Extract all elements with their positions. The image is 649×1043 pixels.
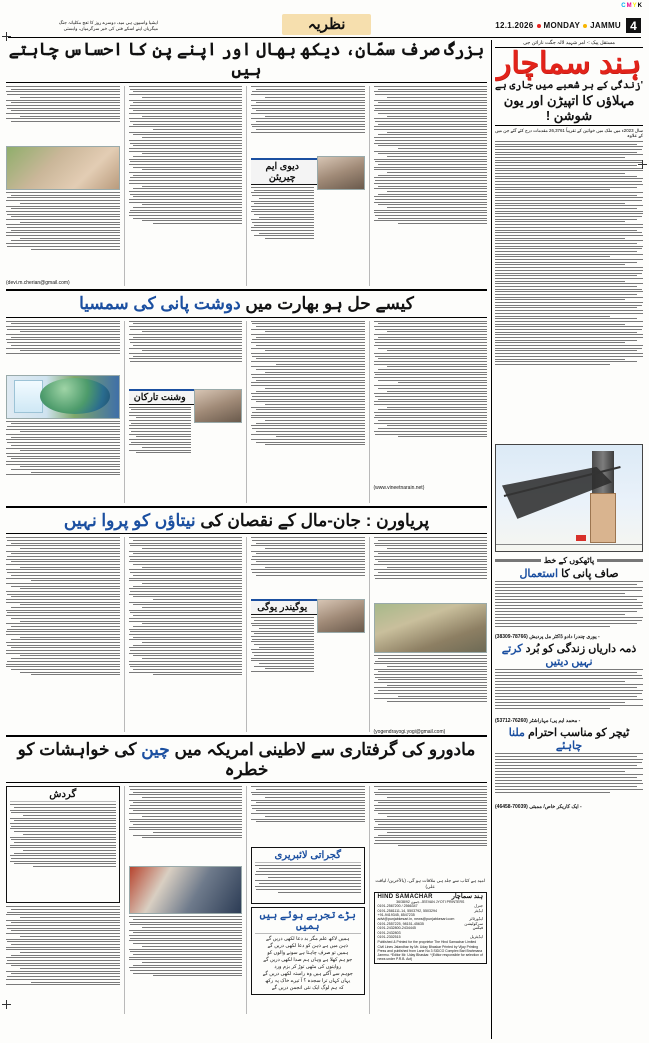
page-number: 4 <box>626 18 641 33</box>
letters-rule-left <box>597 559 643 562</box>
article-columns <box>6 86 487 286</box>
poem-line: کہ ہم لوگ ایک نئی انجمن دریں گے <box>271 985 344 992</box>
column-text <box>374 786 488 878</box>
article-separator <box>6 735 487 737</box>
article-photo <box>6 375 120 419</box>
letter-title <box>495 726 643 752</box>
imprint-value: advt@punjabkesari.in, news@punjabkesari.com <box>377 917 455 922</box>
cartoon-pedestal-icon <box>590 493 616 543</box>
imprint-brand: HIND SAMACHAR <box>377 894 433 901</box>
article-column <box>251 86 370 286</box>
article-column <box>373 537 488 736</box>
column-text <box>374 321 488 483</box>
imprint-column <box>374 786 488 1014</box>
article-headline <box>6 740 487 779</box>
main-articles-area <box>6 40 487 1039</box>
article-elders <box>6 40 487 286</box>
dateline <box>495 21 621 30</box>
article-column <box>374 86 488 286</box>
column-text <box>6 421 120 503</box>
side-box-gujrati <box>251 847 365 904</box>
red-dot-icon <box>537 24 541 28</box>
column-text <box>129 86 243 284</box>
column-text <box>251 537 365 597</box>
header-note-line-2: میگریاں اپنے اسکے فنی کی خبر سرگرمیاں، وابستی <box>63 25 158 31</box>
poem-line: جوہم سے آگئے ہیں وہ راستہ لکھی دریں گے <box>262 971 353 978</box>
imprint-address: 36/38/92 جموں، JEEVAN JYOTI PRINTERS <box>396 899 465 904</box>
imprint-value: +91-9419345, 8547235 <box>377 912 415 917</box>
publication-imprint <box>374 892 488 964</box>
author-byline: یوگیندر یوگی <box>251 599 365 615</box>
globe-icon <box>40 378 109 414</box>
imprint-label: سرکولیشن <box>464 920 483 926</box>
poem-line: ہمیں تو صرف چاہتا ہے سونے والوں کو <box>267 950 349 957</box>
letter-item <box>495 567 643 640</box>
side-box-title: بڑے تجربے ہوئے ہیں ہمیں <box>255 910 361 934</box>
imprint-value: 0191-2432803 <box>377 930 401 935</box>
glass-of-water-icon <box>14 380 43 414</box>
letter-title-plain: صاف پانی کا <box>558 567 619 580</box>
headline-rule <box>6 82 487 83</box>
side-box-title: گجراتی لائبریری <box>255 850 361 863</box>
author-email: (yogendrayogi.yogi@gmail.com) <box>373 729 446 736</box>
article-column <box>129 321 248 503</box>
article-photo <box>374 603 488 653</box>
article-separator <box>6 289 487 291</box>
imprint-value: 0191-2567200 / 2566347 <box>377 904 418 909</box>
imprint-label: ایڈورٹائز <box>469 916 483 922</box>
page-header <box>8 14 641 38</box>
cartoon-ground-line <box>496 544 642 545</box>
header-right <box>495 18 641 33</box>
imprint-value: 0191-2557225, 98151-45635 <box>377 921 424 926</box>
headline-rule <box>6 317 487 318</box>
editorial-cartoon <box>495 444 643 552</box>
column-text <box>6 86 120 144</box>
column-text <box>374 655 488 727</box>
column-text <box>6 321 120 373</box>
masthead-article-text <box>495 141 643 441</box>
letter-signature: - پوری چندر/ دادو ڈاکٹر مل پردیش (78766-38309) <box>495 633 600 640</box>
letter-title-highlight: ملنا چاہئے <box>508 726 583 752</box>
column-text <box>251 786 365 844</box>
letter-body-text <box>495 669 643 717</box>
article-environment <box>6 510 487 736</box>
article-column <box>251 786 370 1014</box>
author-photo <box>317 156 365 190</box>
header-note-line-1: ایشیا واسیوں ہی مید، دوسرے روز کا تعج مکلیانہ جنگ <box>58 19 158 25</box>
column-text <box>129 916 243 1008</box>
column-text <box>6 537 120 729</box>
letter-title <box>495 567 643 580</box>
letters-rule-right <box>495 559 541 562</box>
imprint-label: ایڈیٹر <box>474 907 483 913</box>
article-website: (www.vineetnarain.net) <box>373 484 425 491</box>
cartoon-red-box-icon <box>576 535 586 541</box>
article-column <box>6 321 125 503</box>
article-column <box>129 786 248 1014</box>
headline-plain: کیسے حل ہو بھارت میں <box>240 294 414 314</box>
yellow-dot-icon <box>583 24 587 28</box>
article-column <box>129 537 248 732</box>
imprint-notice: امید ہے کتاب سے جلد ہی ملاقات ہو گی، (بالآخرین/ لیاقت علی) <box>375 878 486 890</box>
article-photo <box>6 146 120 190</box>
article-separator <box>6 506 487 508</box>
article-columns <box>6 786 487 1014</box>
masthead-lead-paragraph: سال 2023ء میں ملک میں خواتین کے تقریباً 26,3761 مقدمات درج کئے گئے جن میں کے علاوہ <box>495 128 643 139</box>
column-text <box>374 86 488 284</box>
masthead-column <box>491 40 643 1039</box>
column-text <box>129 321 243 387</box>
headline-tail: کی خواہشات کو خطرہ <box>17 740 269 779</box>
article-column <box>374 321 488 503</box>
letters-section-header <box>495 556 643 565</box>
letter-title-highlight: استعمال <box>519 567 559 580</box>
imprint-value: 0191-2432800-2434445 <box>377 926 416 931</box>
headline-plain: مادورو کی گرفتاری سے لاطینی امریکہ میں <box>169 740 476 760</box>
article-headline <box>6 294 487 314</box>
article-photo <box>129 866 243 914</box>
imprint-brand-urdu: ہند سماچار <box>451 893 483 901</box>
author-email: (devi.m.cherian@gmail.com) <box>6 280 70 287</box>
side-box-poem <box>251 907 365 995</box>
article-columns <box>6 321 487 503</box>
article-column <box>6 86 125 286</box>
column-text <box>129 786 243 864</box>
column-text <box>6 192 120 278</box>
masthead-title: ہند سماچار <box>496 47 642 80</box>
poem-line: ذہن میں ہے ذہن کو دعا لکھی دریں گے <box>267 943 348 950</box>
article-maduro <box>6 740 487 1014</box>
masthead-strapline: مستقل پیک :- امر شہید لالہ جگت نارائن جی <box>495 40 643 48</box>
headline-highlight: چین <box>141 740 170 760</box>
headline-rule <box>6 782 487 783</box>
masthead-headline: مہلاؤں کا اتپیڑن اور یون شوشن ! <box>495 93 643 126</box>
letters-section-title: پاٹھکوں کے خط <box>543 555 595 565</box>
column-text <box>251 617 314 701</box>
article-column <box>129 86 248 286</box>
page-body <box>6 40 643 1039</box>
imprint-label: جنرل <box>474 903 483 909</box>
author-photo <box>317 599 365 633</box>
column-text <box>374 537 488 601</box>
column-text <box>251 321 365 499</box>
author-byline: دیوی ایم چیریئن <box>251 158 365 185</box>
imprint-legal: Published & Printed for the proprietor The Hind Samachar Limited Civil Lines Jalandhar by Mr. Uday Bhaskar Printed by Vijay Printing Press and published from Lane No 3 SIDCO Complex Bari Brahmana Jammu. *Editor Mr. Uday Bhaskar. *(Editor responsible for selection of news under P.R.B. Act) <box>377 940 483 962</box>
letter-title <box>495 642 643 668</box>
section-badge: نظریہ <box>282 14 372 35</box>
headline-plain: پریاورن : جان-مال کے نقصان کی <box>195 510 430 530</box>
side-box-gardish <box>6 786 120 903</box>
headline-rule <box>6 533 487 534</box>
article-column <box>251 537 370 732</box>
headline-highlight: دوشت پانی کی سمسیا <box>79 294 241 314</box>
column-text <box>129 537 243 729</box>
column-text <box>251 86 365 156</box>
imprint-label: ایڈیٹریل <box>470 933 483 939</box>
article-headline <box>6 511 487 531</box>
dateline-edition: JAMMU <box>590 21 621 30</box>
poem-line: یہاں کہاں ترا سجدہ ؟ آ تیرے خاک پہ رکھ <box>265 978 351 985</box>
article-columns <box>6 537 487 736</box>
letter-item <box>495 642 643 724</box>
imprint-label: فیکس <box>472 925 483 931</box>
column-text <box>129 407 192 479</box>
article-column <box>6 786 125 1014</box>
imprint-value: 0191-2302515 <box>377 934 401 939</box>
header-left-note <box>8 20 158 32</box>
column-text <box>6 906 120 1024</box>
poem-line: جو ہم کھلا ہے وہاں ہم صدا لکھی دریں گے <box>263 957 353 964</box>
letter-title-plain: ذمہ داریاں زندگی کو بُرد <box>522 642 637 655</box>
poem-line: ہمیں لاکھ علم مگر بد دعا لکھی دریں گے <box>266 936 350 943</box>
letter-title-highlight: کرتے نہیں دیتیں <box>501 642 593 668</box>
cmyk-color-bar: CMYK <box>621 3 643 9</box>
letter-signature: - ایک کاریکر خاص/ ممبئی (70039-46458) <box>495 803 582 810</box>
letter-title-plain: ٹیچر کو مناسب احترام <box>524 726 630 739</box>
letter-signature: - محمد ایم پی/ مہاراشٹر (76260-53712) <box>495 717 581 724</box>
side-box-text <box>10 804 116 900</box>
author-photo <box>194 389 242 423</box>
masthead-slogan: 'زندگی کے ہر شعبے میں جاری ہے <box>495 80 643 91</box>
side-box-title: گردش <box>10 789 116 802</box>
dateline-day: MONDAY <box>543 21 581 30</box>
imprint-row <box>378 935 484 939</box>
letter-body-text <box>495 581 643 633</box>
side-box-text <box>255 865 361 901</box>
article-column <box>6 537 125 732</box>
poem-lines <box>255 936 361 992</box>
headline-highlight: نیتاؤں کو پروا نہیں <box>63 510 196 530</box>
imprint-value: 0191-2581111-14, 5503792, 5503294 <box>377 908 438 913</box>
article-headline: بزرگ صرف سمّان، دیکھ بھال اور اپنے پن کا احساس چاہتے ہیں <box>8 40 485 79</box>
dateline-date: 12.1.2026 <box>495 21 534 30</box>
poem-line: روایتوں کی مٹھی توڑ کر بزم ورد <box>274 964 342 971</box>
letter-item <box>495 726 643 810</box>
column-text <box>251 187 314 265</box>
letter-body-text <box>495 753 643 803</box>
author-byline: وشنت تارکان <box>129 389 243 405</box>
article-water <box>6 294 487 503</box>
article-column <box>251 321 370 503</box>
